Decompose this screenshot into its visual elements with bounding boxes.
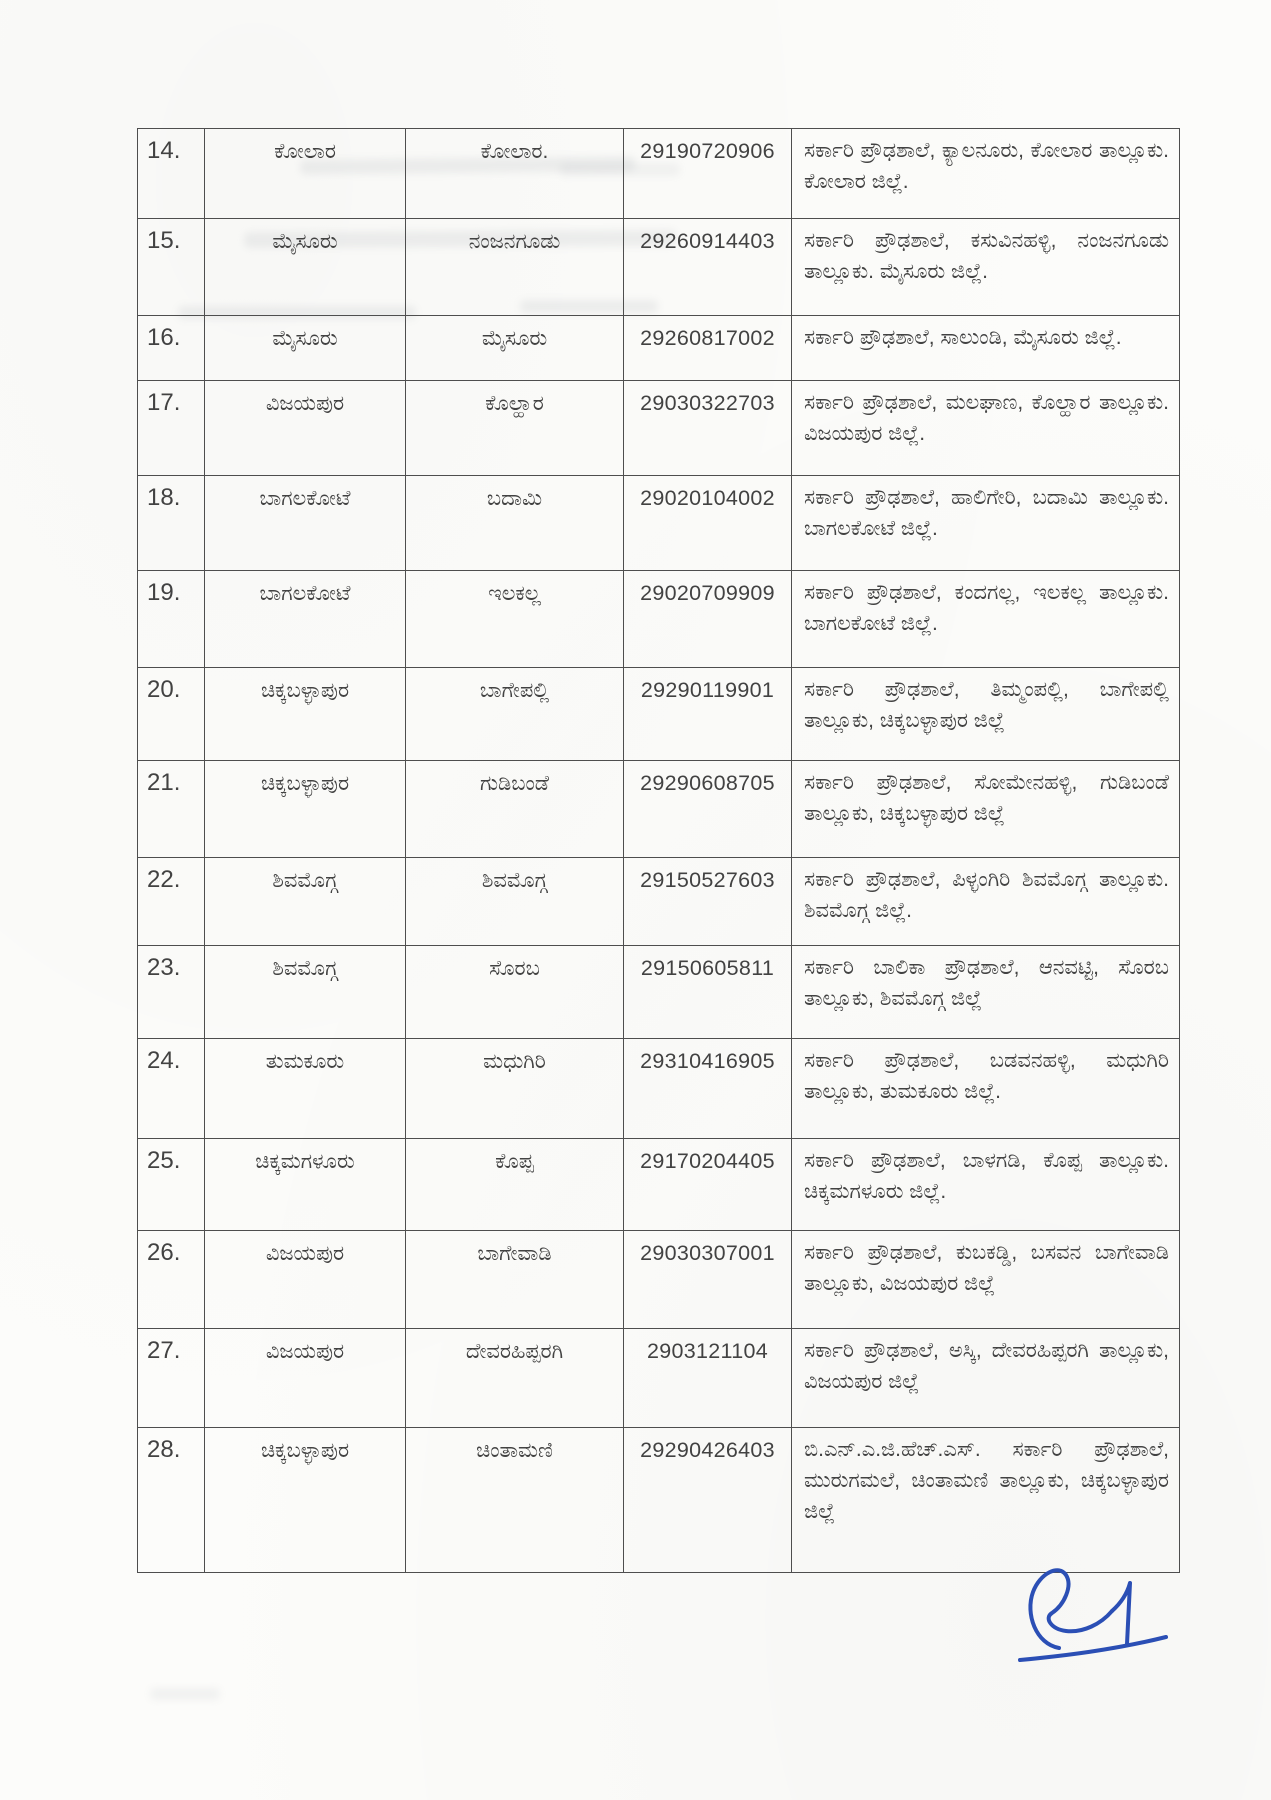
serial-number-cell: 19. bbox=[138, 571, 205, 668]
school-address-cell: ಸರ್ಕಾರಿ ಪ್ರೌಢಶಾಲೆ, ಅಸ್ಕಿ, ದೇವರಹಿಪ್ಪರಗಿ ತಾಲ್ಲೂಕು, ವಿಜಯಪುರ ಜಿಲ್ಲೆ bbox=[792, 1329, 1180, 1428]
school-address-cell: ಸರ್ಕಾರಿ ಬಾಲಿಕಾ ಪ್ರೌಢಶಾಲೆ, ಆನವಟ್ಟಿ, ಸೊರಬ ತಾಲ್ಲೂಕು, ಶಿವಮೊಗ್ಗ ಜಿಲ್ಲೆ bbox=[792, 946, 1180, 1039]
table-row bbox=[138, 381, 1180, 476]
taluk-cell: ಕೊಪ್ಪ bbox=[406, 1139, 624, 1231]
taluk-cell: ಚಿಂತಾಮಣಿ bbox=[406, 1428, 624, 1573]
table-row bbox=[138, 476, 1180, 571]
dise-code-cell: 2903121104 bbox=[624, 1329, 792, 1428]
district-cell: ಚಿಕ್ಕಬಳ್ಳಾಪುರ bbox=[205, 761, 406, 858]
taluk-cell: ಮಧುಗಿರಿ bbox=[406, 1039, 624, 1139]
serial-number-cell: 26. bbox=[138, 1231, 205, 1329]
district-cell: ಮೈಸೂರು bbox=[205, 219, 406, 316]
serial-number-cell: 23. bbox=[138, 946, 205, 1039]
table-row bbox=[138, 571, 1180, 668]
district-cell: ವಿಜಯಪುರ bbox=[205, 1231, 406, 1329]
dise-code-cell: 29190720906 bbox=[624, 129, 792, 219]
dise-code-cell: 29170204405 bbox=[624, 1139, 792, 1231]
table-row bbox=[138, 668, 1180, 761]
school-list-table-body bbox=[138, 129, 1180, 1573]
table-row bbox=[138, 946, 1180, 1039]
taluk-cell: ಸೊರಬ bbox=[406, 946, 624, 1039]
taluk-cell: ಕೋಲಾರ. bbox=[406, 129, 624, 219]
signature bbox=[1012, 1556, 1187, 1674]
serial-number-cell: 27. bbox=[138, 1329, 205, 1428]
school-address-cell: ಸರ್ಕಾರಿ ಪ್ರೌಢಶಾಲೆ, ಸಾಲುಂಡಿ, ಮೈಸೂರು ಜಿಲ್ಲೆ. bbox=[792, 316, 1180, 381]
taluk-cell: ನಂಜನಗೂಡು bbox=[406, 219, 624, 316]
school-list-table bbox=[137, 128, 1180, 1573]
table-row bbox=[138, 1039, 1180, 1139]
district-cell: ಚಿಕ್ಕಮಗಳೂರು bbox=[205, 1139, 406, 1231]
table-row bbox=[138, 1139, 1180, 1231]
taluk-cell: ಗುಡಿಬಂಡೆ bbox=[406, 761, 624, 858]
district-cell: ಬಾಗಲಕೋಟೆ bbox=[205, 476, 406, 571]
taluk-cell: ಕೊಲ್ಹಾರ bbox=[406, 381, 624, 476]
table-row bbox=[138, 219, 1180, 316]
district-cell: ಚಿಕ್ಕಬಳ್ಳಾಪುರ bbox=[205, 668, 406, 761]
table-row bbox=[138, 129, 1180, 219]
school-address-cell: ಸರ್ಕಾರಿ ಪ್ರೌಢಶಾಲೆ, ಬಡವನಹಳ್ಳಿ, ಮಧುಗಿರಿ ತಾಲ್ಲೂಕು, ತುಮಕೂರು ಜಿಲ್ಲೆ. bbox=[792, 1039, 1180, 1139]
taluk-cell: ಬದಾಮಿ bbox=[406, 476, 624, 571]
serial-number-cell: 25. bbox=[138, 1139, 205, 1231]
school-address-cell: ಸರ್ಕಾರಿ ಪ್ರೌಢಶಾಲೆ, ಪಿಳ್ಳಂಗಿರಿ ಶಿವಮೊಗ್ಗ ತಾಲ್ಲೂಕು. ಶಿವಮೊಗ್ಗ ಜಿಲ್ಲೆ. bbox=[792, 858, 1180, 946]
district-cell: ವಿಜಯಪುರ bbox=[205, 381, 406, 476]
dise-code-cell: 29290608705 bbox=[624, 761, 792, 858]
taluk-cell: ದೇವರಹಿಪ್ಪರಗಿ bbox=[406, 1329, 624, 1428]
dise-code-cell: 29030322703 bbox=[624, 381, 792, 476]
taluk-cell: ಬಾಗೇಪಲ್ಲಿ bbox=[406, 668, 624, 761]
taluk-cell: ಶಿವಮೊಗ್ಗ bbox=[406, 858, 624, 946]
dise-code-cell: 29290426403 bbox=[624, 1428, 792, 1573]
school-address-cell: ಸರ್ಕಾರಿ ಪ್ರೌಢಶಾಲೆ, ತಿಮ್ಮಂಪಲ್ಲಿ, ಬಾಗೇಪಲ್ಲಿ ತಾಲ್ಲೂಕು, ಚಿಕ್ಕಬಳ್ಳಾಪುರ ಜಿಲ್ಲೆ bbox=[792, 668, 1180, 761]
dise-code-cell: 29290119901 bbox=[624, 668, 792, 761]
district-cell: ಬಾಗಲಕೋಟೆ bbox=[205, 571, 406, 668]
taluk-cell: ಬಾಗೇವಾಡಿ bbox=[406, 1231, 624, 1329]
taluk-cell: ಮೈಸೂರು bbox=[406, 316, 624, 381]
school-address-cell: ಸರ್ಕಾರಿ ಪ್ರೌಢಶಾಲೆ, ಕ್ಯಾಲನೂರು, ಕೋಲಾರ ತಾಲ್ಲೂಕು. ಕೋಲಾರ ಜಿಲ್ಲೆ. bbox=[792, 129, 1180, 219]
serial-number-cell: 24. bbox=[138, 1039, 205, 1139]
dise-code-cell: 29020709909 bbox=[624, 571, 792, 668]
table-row bbox=[138, 858, 1180, 946]
school-address-cell: ಬಿ.ಎನ್.ಎ.ಜಿ.ಹೆಚ್.ಎಸ್. ಸರ್ಕಾರಿ ಪ್ರೌಢಶಾಲೆ, ಮುರುಗಮಲೆ, ಚಿಂತಾಮಣಿ ತಾಲ್ಲೂಕು, ಚಿಕ್ಕಬಳ್ಳಾಪುರ ಜಿಲ್ಲೆ bbox=[792, 1428, 1180, 1573]
school-address-cell: ಸರ್ಕಾರಿ ಪ್ರೌಢಶಾಲೆ, ಸೋಮೇನಹಳ್ಳಿ, ಗುಡಿಬಂಡೆ ತಾಲ್ಲೂಕು, ಚಿಕ್ಕಬಳ್ಳಾಪುರ ಜಿಲ್ಲೆ bbox=[792, 761, 1180, 858]
district-cell: ಶಿವಮೊಗ್ಗ bbox=[205, 946, 406, 1039]
district-cell: ಕೋಲಾರ bbox=[205, 129, 406, 219]
serial-number-cell: 28. bbox=[138, 1428, 205, 1573]
dise-code-cell: 29030307001 bbox=[624, 1231, 792, 1329]
table-row bbox=[138, 1231, 1180, 1329]
school-address-cell: ಸರ್ಕಾರಿ ಪ್ರೌಢಶಾಲೆ, ಕುಬಕಡ್ಡಿ, ಬಸವನ ಬಾಗೇವಾಡಿ ತಾಲ್ಲೂಕು, ವಿಜಯಪುರ ಜಿಲ್ಲೆ bbox=[792, 1231, 1180, 1329]
serial-number-cell: 21. bbox=[138, 761, 205, 858]
bleed-through-artifact bbox=[150, 1688, 220, 1700]
serial-number-cell: 18. bbox=[138, 476, 205, 571]
school-address-cell: ಸರ್ಕಾರಿ ಪ್ರೌಢಶಾಲೆ, ಹಾಲಿಗೇರಿ, ಬದಾಮಿ ತಾಲ್ಲೂಕು. ಬಾಗಲಕೋಟೆ ಜಿಲ್ಲೆ. bbox=[792, 476, 1180, 571]
serial-number-cell: 22. bbox=[138, 858, 205, 946]
dise-code-cell: 29260914403 bbox=[624, 219, 792, 316]
serial-number-cell: 16. bbox=[138, 316, 205, 381]
district-cell: ಚಿಕ್ಕಬಳ್ಳಾಪುರ bbox=[205, 1428, 406, 1573]
dise-code-cell: 29310416905 bbox=[624, 1039, 792, 1139]
district-cell: ಶಿವಮೊಗ್ಗ bbox=[205, 858, 406, 946]
serial-number-cell: 15. bbox=[138, 219, 205, 316]
school-address-cell: ಸರ್ಕಾರಿ ಪ್ರೌಢಶಾಲೆ, ಕಂದಗಲ್ಲ, ಇಲಕಲ್ಲ ತಾಲ್ಲೂಕು. ಬಾಗಲಕೋಟೆ ಜಿಲ್ಲೆ. bbox=[792, 571, 1180, 668]
school-address-cell: ಸರ್ಕಾರಿ ಪ್ರೌಢಶಾಲೆ, ಮಲಘಾಣ, ಕೊಲ್ಹಾರ ತಾಲ್ಲೂಕು. ವಿಜಯಪುರ ಜಿಲ್ಲೆ. bbox=[792, 381, 1180, 476]
district-cell: ಮೈಸೂರು bbox=[205, 316, 406, 381]
dise-code-cell: 29260817002 bbox=[624, 316, 792, 381]
school-address-cell: ಸರ್ಕಾರಿ ಪ್ರೌಢಶಾಲೆ, ಕಸುವಿನಹಳ್ಳಿ, ನಂಜನಗೂಡು ತಾಲ್ಲೂಕು. ಮೈಸೂರು ಜಿಲ್ಲೆ. bbox=[792, 219, 1180, 316]
district-cell: ವಿಜಯಪುರ bbox=[205, 1329, 406, 1428]
dise-code-cell: 29020104002 bbox=[624, 476, 792, 571]
dise-code-cell: 29150527603 bbox=[624, 858, 792, 946]
table-row bbox=[138, 1428, 1180, 1573]
serial-number-cell: 20. bbox=[138, 668, 205, 761]
table-row bbox=[138, 1329, 1180, 1428]
dise-code-cell: 29150605811 bbox=[624, 946, 792, 1039]
taluk-cell: ಇಲಕಲ್ಲ bbox=[406, 571, 624, 668]
serial-number-cell: 17. bbox=[138, 381, 205, 476]
school-address-cell: ಸರ್ಕಾರಿ ಪ್ರೌಢಶಾಲೆ, ಬಾಳಗಡಿ, ಕೊಪ್ಪ ತಾಲ್ಲೂಕು. ಚಿಕ್ಕಮಗಳೂರು ಜಿಲ್ಲೆ. bbox=[792, 1139, 1180, 1231]
district-cell: ತುಮಕೂರು bbox=[205, 1039, 406, 1139]
serial-number-cell: 14. bbox=[138, 129, 205, 219]
table-row bbox=[138, 316, 1180, 381]
table-row bbox=[138, 761, 1180, 858]
